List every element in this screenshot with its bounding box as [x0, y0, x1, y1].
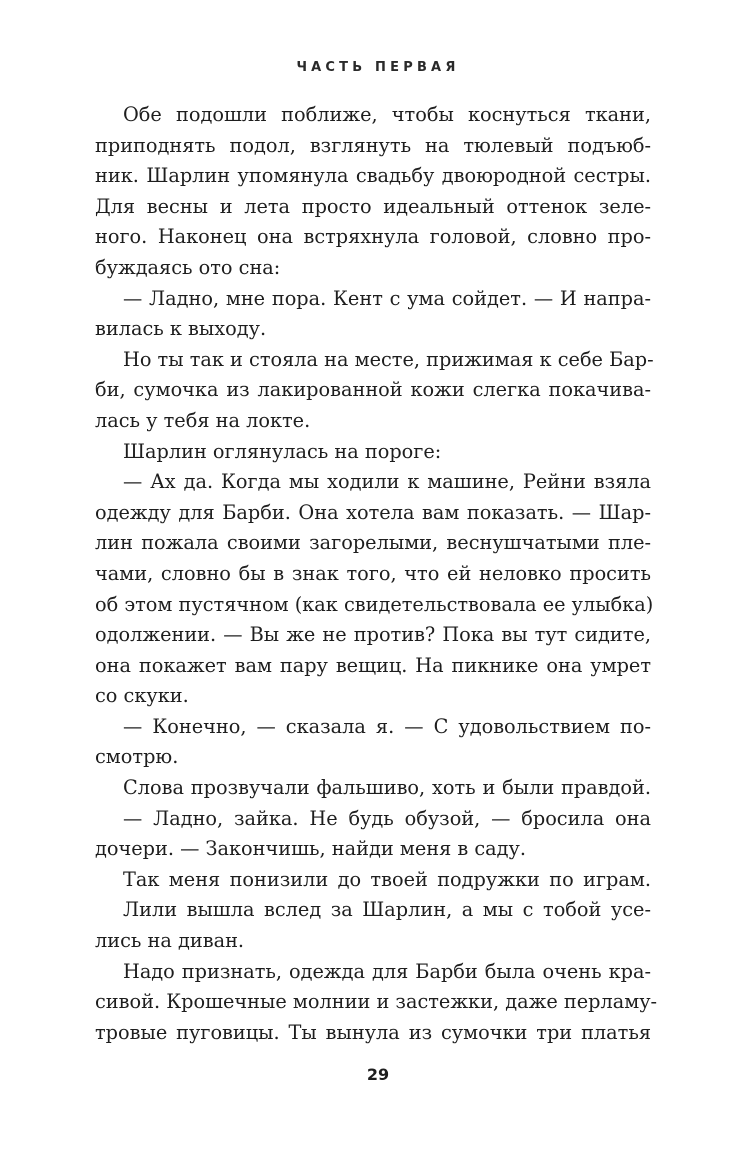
text-line: Лили вышла вслед за Шарлин, а мы с тобой усе- — [123, 898, 651, 922]
text-line: ник. Шарлин упомянула свадьбу двоюродной сестры. — [95, 164, 651, 188]
text-line: буждаясь ото сна: — [95, 255, 281, 279]
text-line: Обе подошли поближе, чтобы коснуться ткани, — [123, 103, 651, 126]
text-line: одолжении. — Вы же не против? Пока вы тут сидите, — [95, 623, 651, 647]
text-line: Слова прозвучали фальшиво, хоть и были правдой. — [123, 776, 651, 800]
text-line: Для весны и лета просто идеальный оттенок зеле- — [95, 194, 651, 218]
text-line: — Ладно, зайка. Не будь обузой, — бросила она — [123, 806, 651, 830]
text-line: би, сумочка из лакированной кожи слегка покачива- — [95, 378, 651, 402]
text-line: лин пожала своими загорелыми, веснушчатыми пле- — [95, 531, 651, 555]
text-line: Так меня понизили до твоей подружки по играм. — [123, 867, 651, 891]
text-line: со скуки. — [95, 684, 189, 708]
text-line: об этом пустячном (как свидетельствовала ее улыбка) — [95, 592, 654, 616]
text-line: смотрю. — [95, 745, 179, 769]
text-line: вилась к выходу. — [95, 317, 267, 341]
body-text — [95, 100, 658, 1048]
page-number: 29 — [366, 1065, 390, 1084]
text-line: одежду для Барби. Она хотела вам показать. — Шар- — [95, 500, 651, 524]
text-line: Шарлин оглянулась на пороге: — [123, 439, 442, 463]
running-header: ЧАСТЬ ПЕРВАЯ — [296, 60, 460, 75]
text-line: приподнять подол, взглянуть на тюлевый подъюб- — [95, 133, 651, 157]
text-line: тровые пуговицы. Ты вынула из сумочки три платья — [95, 1020, 651, 1044]
text-line: — Конечно, — сказала я. — С удовольствием по- — [123, 714, 651, 738]
text-line: — Ладно, мне пора. Кент с ума сойдет. — И напра- — [123, 286, 651, 310]
text-line: ного. Наконец она встряхнула головой, словно про- — [95, 225, 651, 249]
text-line: — Ах да. Когда мы ходили к машине, Рейни взяла — [123, 470, 651, 494]
text-line: лись на диван. — [95, 929, 245, 953]
text-line: лась у тебя на локте. — [95, 408, 311, 432]
text-line: дочери. — Закончишь, найди меня в саду. — [95, 837, 527, 861]
text-line: сивой. Крошечные молнии и застежки, даже перламу- — [95, 990, 658, 1014]
text-line: чами, словно бы в знак того, что ей неловко просить — [95, 561, 651, 585]
text-line: Надо признать, одежда для Барби была очень кра- — [123, 959, 651, 983]
text-line: она покажет вам пару вещиц. На пикнике она умрет — [95, 653, 651, 677]
text-line: Но ты так и стояла на месте, прижимая к себе Бар- — [123, 347, 654, 371]
